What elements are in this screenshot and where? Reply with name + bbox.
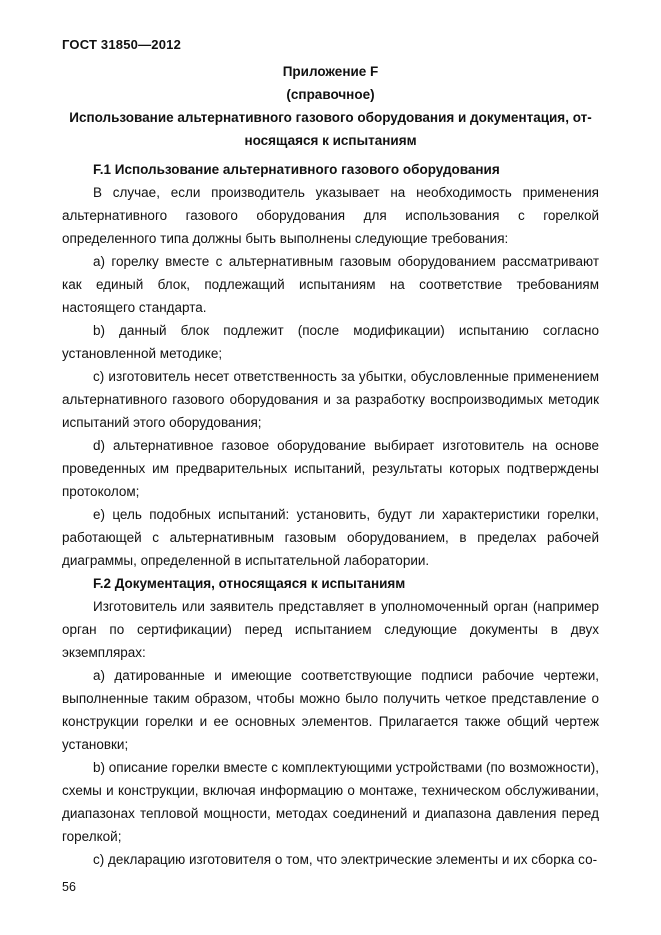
list-item-c: c) изготовитель несет ответственность за убытки, обусловленные применением альтернативного газового оборудования и за разработку воспроизводимых методик испытаний этого оборудования; <box>62 369 599 430</box>
appendix-status: (справочное) <box>286 87 375 102</box>
section-title-f2: F.2 Документация, относящаяся к испытаниям <box>93 576 406 591</box>
paragraph: Изготовитель или заявитель представляет в уполномоченный орган (например орган по сертификации) перед испытанием следующие документы в двух экземплярах: <box>62 599 599 660</box>
list-item-d: d) альтернативное газовое оборудование выбирает изготовитель на основе проведенных им предварительных испытаний, результаты которых подтверждены протоколом; <box>62 438 599 499</box>
document-code-header: ГОСТ 31850—2012 <box>62 37 181 52</box>
appendix-title: Приложение F <box>282 64 379 79</box>
section-title-f1: F.1 Использование альтернативного газового оборудования <box>93 162 500 177</box>
list-item-a: a) датированные и имеющие соответствующие подписи рабочие чертежи, выполненные таким образом, чтобы можно было получить четкое представление о конструкции горелки и ее основных элементов. Прилагается также общий чертеж установки; <box>62 668 599 752</box>
list-item-e: e) цель подобных испытаний: установить, будут ли характеристики горелки, работающей с альтернативным газовым оборудованием, в пределах рабочей диаграммы, определенной в испытательной лаборатории. <box>62 507 599 568</box>
list-item-b: b) описание горелки вместе с комплектующими устройствами (по возможности), схемы и конструкции, включая информацию о монтаже, техническом обслуживании, диапазонах тепловой мощности, методах соединений и диапазона давления перед горелкой; <box>62 760 599 844</box>
document-body <box>62 158 599 871</box>
appendix-heading-line2: носящаяся к испытаниям <box>244 133 417 148</box>
appendix-heading-line1: Использование альтернативного газового оборудования и документация, от- <box>69 110 592 125</box>
list-item-c: c) декларацию изготовителя о том, что электрические элементы и их сборка со- <box>93 852 598 867</box>
list-item-a: a) горелку вместе с альтернативным газовым оборудованием рассматривают как единый блок, подлежащий испытаниям на соответствие требованиям настоящего стандарта. <box>62 254 599 315</box>
page-number: 56 <box>62 880 76 894</box>
list-item-b: b) данный блок подлежит (после модификации) испытанию согласно установленной методике; <box>62 323 599 361</box>
paragraph: В случае, если производитель указывает на необходимость применения альтернативного газового оборудования для использования с горелкой определенного типа должны быть выполнены следующие требования: <box>62 185 599 246</box>
